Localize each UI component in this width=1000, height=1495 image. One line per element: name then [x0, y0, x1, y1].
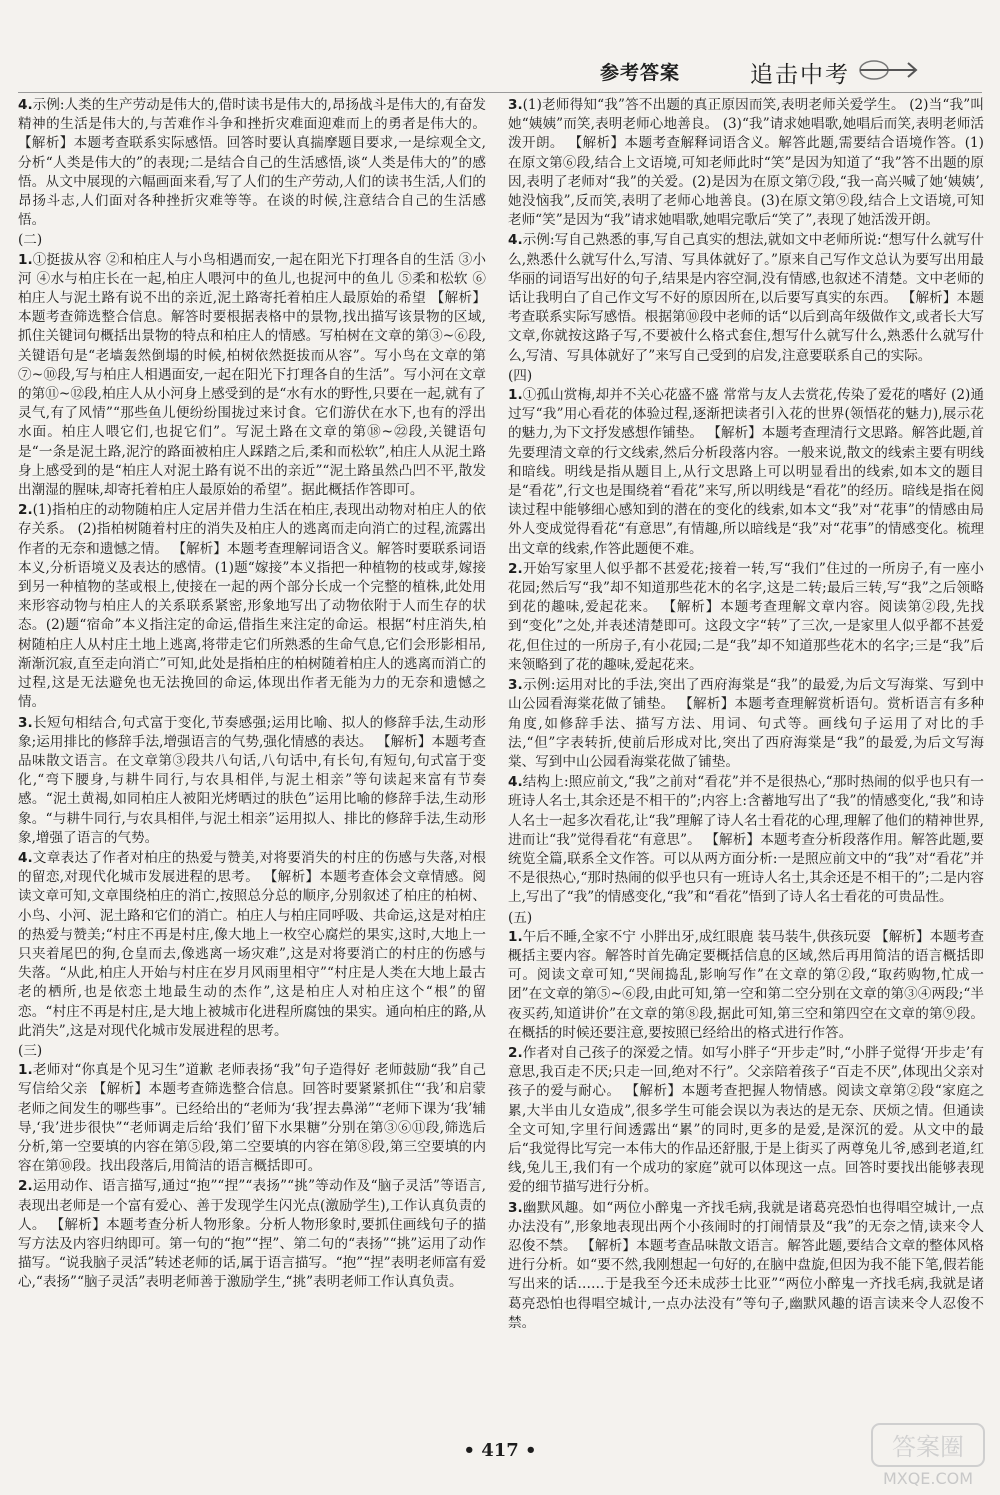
arrow-icon: [852, 58, 922, 82]
book-brand: 追击中考: [750, 62, 850, 88]
right-column: [508, 96, 984, 1334]
answer-text: 结构上:照应前文,“我”之前对“看花”并不是很热心,“那时热闹的似乎也只有一班诗人名士,其余还是不相干的”;内容上:含蓄地写出了“我”的情感变化,“我”和诗人名士一起多次看花,让“我”理解了诗人名士看花的心理,理解了他们的精神世界,进而让“我”觉得看花“有意思”。 【解析】本题考查分析段落作用。解答此题,要统览全篇,联系全文作答。可以从两方面分析:一是照应前文中的“我”对“看花”并不是很热心,“那时热闹的似乎也只有一班诗人名士,其余还是不相干的”;二是内容上,写出了“我”的情感变化,“我”和“看花”悟到了诗人名士看花的可贵品性。: [508, 774, 984, 906]
section-heading: (四): [508, 367, 533, 384]
answer-text: ①挺拔从容 ②和柏庄人与小鸟相遇而安,一起在阳光下打理各自的生活 ③小河 ④水与柏庄长在一起,柏庄人喂河中的鱼儿,也捉河中的鱼儿 ⑤柔和松软 ⑥柏庄人与泥土路有说不出的亲近,泥土路寄托着柏庄人最原始的希望 【解析】本题考查筛选整合信息。解答时要根据表格中的景物,找出描写该景物的区域,抓住关键词句概括出景物的特点和柏庄人的情感。写柏树在文章的第③~⑥段,关键语句是“老墙轰然倒塌的时候,柏树依然挺拔而从容”。写小鸟在文章的第⑦~⑩段,写与柏庄人相遇面安,一起在阳光下打理各自的生活”。写小河在文章的第⑪~⑫段,柏庄人从小河身上感受到的是“水有水的野性,只要在一起,就有了灵气,有了风情”“那些鱼儿便纷纷围拢过来讨食。它们游伏在水下,也有的浮出水面。柏庄人喂它们,也捉它们”。写泥土路在文章的第⑱~㉒段,关键语句是“一条是泥土路,泥泞的路面被柏庄人踩踏之后,柔和而松软”,柏庄人从泥土路身上感受到的是“柏庄人对泥土路有说不出的亲近”“泥土路虽然凸凹不平,散发出潮湿的腥味,却寄托着柏庄人最原始的希望”。据此概括作答即可。: [18, 251, 486, 499]
answer-item: [508, 773, 984, 907]
answer-text: 幽默风趣。如“两位小醉鬼一齐找毛病,我就是诸葛亮恐怕也得唱空城计,一点办法没有”,形象地表现出两个小孩闹时的打闹情景及“我”的无奈之情,读来令人忍俊不禁。 【解析】本题考查品味散文语言。解答此题,要结合文章的整体风格进行分析。如“要不然,我刚想起一句好的,在脑中盘旋,但因为我不能下笔,假若能写出来的话……于是我至今还未成莎士比亚”“两位小醉鬼一齐找毛病,我就是诸葛亮恐怕也得唱空城计,一点办法没有”等句子,幽默风趣的语言读来令人忍俊不禁。: [508, 1199, 984, 1331]
answer-number: 2.: [508, 1044, 523, 1061]
answer-item: [508, 1199, 984, 1333]
answer-text: 运用动作、语言描写,通过“抱”“捏”“表扬”“挑”等动作及“脑子灵活”等语言,表现出老师是一个富有爱心、善于发现学生闪光点(激励学生),工作认真负责的人。 【解析】本题考查分析人物形象。分析人物形象时,要抓住画线句子的描写方法及内容归纳即可。第一句的“抱”“捏”、第二句的“表扬”“挑”运用了动作描写。“说我脑子灵活”转述老师的话,属于语言描写。“抱”“捏”表明老师富有爱心,“表扬”“脑子灵活”表明老师善于激励学生,“挑”表明老师工作认真负责。: [18, 1178, 486, 1291]
answer-text: ①孤山赏梅,却并不关心花盛不盛 常常与友人去赏花,传染了爱花的嗜好 (2)通过写“我”用心看花的体验过程,逐渐把读者引入花的世界(领悟花的魅力),展示花的魅力,为下文抒发感想作铺垫。 【解析】本题考查理清行文思路。解答此题,首先要理清文章的行文线索,然后分析段落内容。一般来说,散文的线索主要有明线和暗线。明线是指从题目上,从行文思路上可以明显看出的线索,如本文的题目是“看花”,行文也是围绕着“看花”来写,所以明线是“看花”的经历。暗线是指在阅读过程中能够细心感知到的潜在的变化的线索,如本文“我”对“花事”的情感由局外人变成觉得看花“有意思”,有情趣,所以暗线是“我”对“花事”的情感变化。梳理出文章的线索,作答此题便不难。: [508, 387, 984, 557]
answer-text: 示例:运用对比的手法,突出了西府海棠是“我”的最爱,为后文写海棠、写到中山公园看海棠花做了铺垫。 【解析】本题考查理解赏析语句。赏析语言有多种角度,如修辞手法、描写方法、用词、句式等。画线句子运用了对比的手法,“但”字表转折,使前后形成对比,突出了西府海棠是“我”的最爱,为后文写海棠、写到中山公园看海棠花做了铺垫。: [508, 677, 984, 770]
answer-number: 4.: [508, 232, 523, 249]
svg-text:MXQE.COM: MXQE.COM: [882, 1469, 974, 1488]
answer-item: [508, 386, 984, 559]
left-column: [18, 96, 486, 1294]
answer-number: 3.: [508, 97, 523, 113]
answer-text: (1)指柏庄的动物随柏庄人定居并借力生活在柏庄,表现出动物对柏庄人的依存关系。 (2)指柏树随着村庄的消失及柏庄人的逃离而走向消亡的过程,流露出作者的无奈和遗憾之情。 【解析】本题考查理解词语含义。解答时要联系词语本义,分析语境义及表达的感情。(1)题“嫁接”本义指把一种植物的枝或芽,嫁接到另一种植物的茎或根上,使接在一起的两个部分长成一个完整的植株,此处用来形容动物与柏庄人的关系联系紧密,形象地写出了动物依附于人而生存的状态。(2)题“宿命”本义指注定的命运,借指生来注定的命运。根据“村庄消失,柏树随柏庄人从村庄土地上逃离,将带走它们所熟悉的生命气息,它们会形影相吊,渐渐沉寂,直至走向消亡”可知,此处是指柏庄的柏树随着柏庄人的逃离而消亡的过程,这是无法避免也无法挽回的命运,体现出作者无能为力的无奈和遗憾之情。: [18, 502, 486, 711]
answer-number: 2.: [18, 502, 33, 519]
answer-number: 1.: [18, 1062, 33, 1079]
answer-item: [18, 714, 486, 848]
section-heading: (五): [508, 909, 533, 926]
answer-item: [508, 560, 984, 675]
answer-number: 3.: [18, 714, 33, 731]
answer-number: 3.: [508, 1199, 523, 1216]
answer-number: 1.: [508, 928, 523, 945]
answer-text: 老师对“你真是个见习生”道歉 老师表扬“我”句子造得好 老师鼓励“我”自己写信给父亲 【解析】本题考查筛选整合信息。回答时要紧紧抓住“‘我’和启蒙老师之间发生的哪些事”。已经给出的“老师为‘我’捏去鼻涕”“老师下课为‘我’辅导,‘我’进步很快”“老师调走后给‘我们’留下水果糖”分别在第③⑥⑪段,筛选后分析,第一空要填的内容在第⑤段,第二空要填的内容在第⑧段,第三空要填的内容在第⑩段。找出段落后,用简洁的语言概括即可。: [18, 1062, 486, 1175]
section-title: 参考答案: [600, 62, 681, 84]
page-header: [0, 0, 1000, 92]
watermark-logo: [868, 1420, 988, 1490]
answer-number: 3.: [508, 677, 523, 694]
svg-text:答案圈: 答案圈: [892, 1433, 964, 1461]
answer-item: [18, 501, 486, 712]
answer-text: 作者对自己孩子的深爱之情。如写小胖子“开步走”时,“小胖子觉得‘开步走’有意思,我百走不厌;只走一回,绝对不行”。父亲陪着孩子“百走不厌”,体现出父亲对孩子的爱与耐心。 【解析】本题考查把握人物情感。阅读文章第②段“家庭之累,大半由儿女造成”,很多学生可能会误以为表达的是无奈、厌烦之情。但通读全文可知,字里行间透露出“累”的同时,更多的是爱,是深沉的爱。从文中的最后“我觉得比写完一本伟大的作品还舒服,于是上街买了两尊兔儿爷,感到老道,红线,兔儿王,我们有一个成功的家庭”就可以体现这一点。回答时要找出能够表现爱的细节描写进行分析。: [508, 1044, 984, 1196]
answer-text: 长短句相结合,句式富于变化,节奏感强;运用比喻、拟人的修辞手法,生动形象;运用排比的修辞手法,增强语言的气势,强化情感的表达。 【解析】本题考查品味散文语言。在文章第③段共八句话,八句话中,有长句,有短句,句式富于变化,“弯下腰身,与耕牛同行,与农具相伴,与泥土相亲”等句读起来富有节奏感。“泥土黄褐,如同柏庄人被阳光烤晒过的肤色”运用比喻的修辞手法,生动形象。“与耕牛同行,与农具相伴,与泥土相亲”运用拟人、排比的修辞手法,生动形象,增强了语言的气势。: [18, 714, 486, 846]
answer-number: 4.: [18, 849, 33, 866]
answer-item: [508, 676, 984, 772]
answer-text: 文章表达了作者对柏庄的热爱与赞美,对将要消失的村庄的伤感与失落,对根的留恋,对现代化城市发展进程的思考。 【解析】本题考查体会文章情感。阅读文章可知,文章围绕柏庄的消亡,按照总分总的顺序,分别叙述了柏庄的柏树、小鸟、小河、泥土路和它们的消亡。柏庄人与柏庄同呼吸、共命运,这是对柏庄的热爱与赞美;“村庄不再是村庄,像大地上一枚空心腐烂的果实,这时,大地上一只夹着尾巴的狗,仓皇而去,像逃离一场灾难”,这是对将要消亡的村庄的伤感与失落。“从此,柏庄人开始与村庄在岁月风雨里相守”“村庄是人类在大地上最古老的栖所,也是依恋土地最生动的杰作”,这是柏庄人对柏庄这个“根”的留恋。“村庄不再是村庄,是大地上被城市化进程所腐蚀的果实。通向柏庄的路,从此消失”,这是对现代化城市发展进程的思考。: [18, 849, 486, 1039]
page-number: • 417 •: [463, 1440, 537, 1461]
answer-text: 开始写家里人似乎都不甚爱花;接着一转,写“我们”住过的一所房子,有一座小花园;然后写“我”却不知道那些花木的名字,这是二转;最后三转,写“我”之后领略到花的趣味,爱起花来。 【解析】本题考查理解文章内容。阅读第②段,先找到“变化”之处,并表述清楚即可。这段文字“转”了三次,一是家里人似乎都不甚爱花,但住过的一所房子,有小花园;二是“我”却不知道那些花木的名字;三是“我”后来领略到了花的趣味,爱起花来。: [508, 560, 984, 673]
answer-item: [18, 96, 486, 230]
answer-text: 示例:人类的生产劳动是伟大的,借时读书是伟大的,昂扬战斗是伟大的,有奋发精神的生活是伟大的,与苦难作斗争和挫折灾难面迎难而上的勇者是伟大的。 【解析】本题考查联系实际感悟。回答时要认真揣摩题目要求,一是综观全文,分析“人类是伟大的”的表现;二是结合自己的生活感悟,谈“人类是伟大的”的感悟。从文中展现的六幅画面来看,写了人们的生产劳动,人们的读书生活,人们的昂扬斗志,人们面对各种挫折灾难等等。在谈的时候,注意结合自己的生活感悟。: [18, 97, 486, 229]
section-heading: (三): [18, 1042, 43, 1059]
answer-number: 2.: [508, 560, 523, 577]
answer-item: [508, 928, 984, 1043]
answer-item: [18, 1177, 486, 1292]
answer-number: 1.: [508, 387, 523, 404]
answer-text: 示例:写自己熟悉的事,写自己真实的想法,就如文中老师所说:“想写什么就写什么,熟悉什么就写什么,写清、写具体就好了。”原来自己写作文总认为要写出用最华丽的词语写出好的句子,结果是内容空洞,没有情感,也叙述不清楚。文中老师的话让我明白了自己作文写不好的原因所在,以后要写真实的东西。 【解析】本题考查联系实际写感悟。根据第⑩段中老师的话“以后到高年级做作文,或者长大写文章,你就按这路子写,不要被什么格式套住,想写什么就写什么,熟悉什么就写什么,写清、写具体就好了”来写自己受到的启发,注意要联系自己的实际。: [508, 232, 984, 364]
answer-item: [18, 849, 486, 1041]
answer-item: [18, 1061, 486, 1176]
answer-text: (1)老师得知“我”答不出题的真正原因而笑,表明老师关爱学生。 (2)当“我”叫她“姨姨”而笑,表明老师心地善良。 (3)“我”请求她唱歌,她唱后而笑,表明老师活泼开朗。 【解析】本题考查解释词语含义。解答此题,需要结合语境作答。(1)在原文第⑥段,结合上文语境,可知老师此时“笑”是因为知道了“我”答不出题的原因,表明了老师对“我”的关爱。(2)是因为在原文第⑦段,“我一高兴喊了她‘姨姨’,她没恼我”,反而笑,表明了老师心地善良。(3)在原文第⑨段,结合上文语境,可知老师“笑”是因为“我”请求她唱歌,她唱完歌后“笑了”,表现了她活泼开朗。: [508, 97, 984, 229]
answer-item: [18, 251, 486, 501]
answer-number: 4.: [18, 97, 33, 113]
answer-number: 1.: [18, 251, 33, 268]
answer-number: 4.: [508, 774, 523, 791]
answer-item: [508, 1044, 984, 1198]
answer-text: 午后不睡,全家不宁 小胖出牙,成红眼鹿 装马装牛,供孩玩耍 【解析】本题考查概括主要内容。解答时首先确定要概括信息的区域,然后再用简洁的语言概括即可。阅读文章可知,“哭闹捣乱,影响写作”在文章的第②段,“取药购物,忙成一团”在文章的第⑤~⑥段,由此可知,第一空和第二空分别在文章的第③④两段;“半夜买药,知道讲价”在文章的第⑧段,据此可知,第三空和第四空在文章的第⑨段。在概括的时候还要注意,要按照已经给出的格式进行作答。: [508, 928, 984, 1041]
answer-item: [508, 96, 984, 230]
answer-number: 2.: [18, 1178, 33, 1195]
section-heading: (二): [18, 232, 43, 249]
header-divider: [18, 92, 982, 93]
answer-item: [508, 231, 984, 365]
